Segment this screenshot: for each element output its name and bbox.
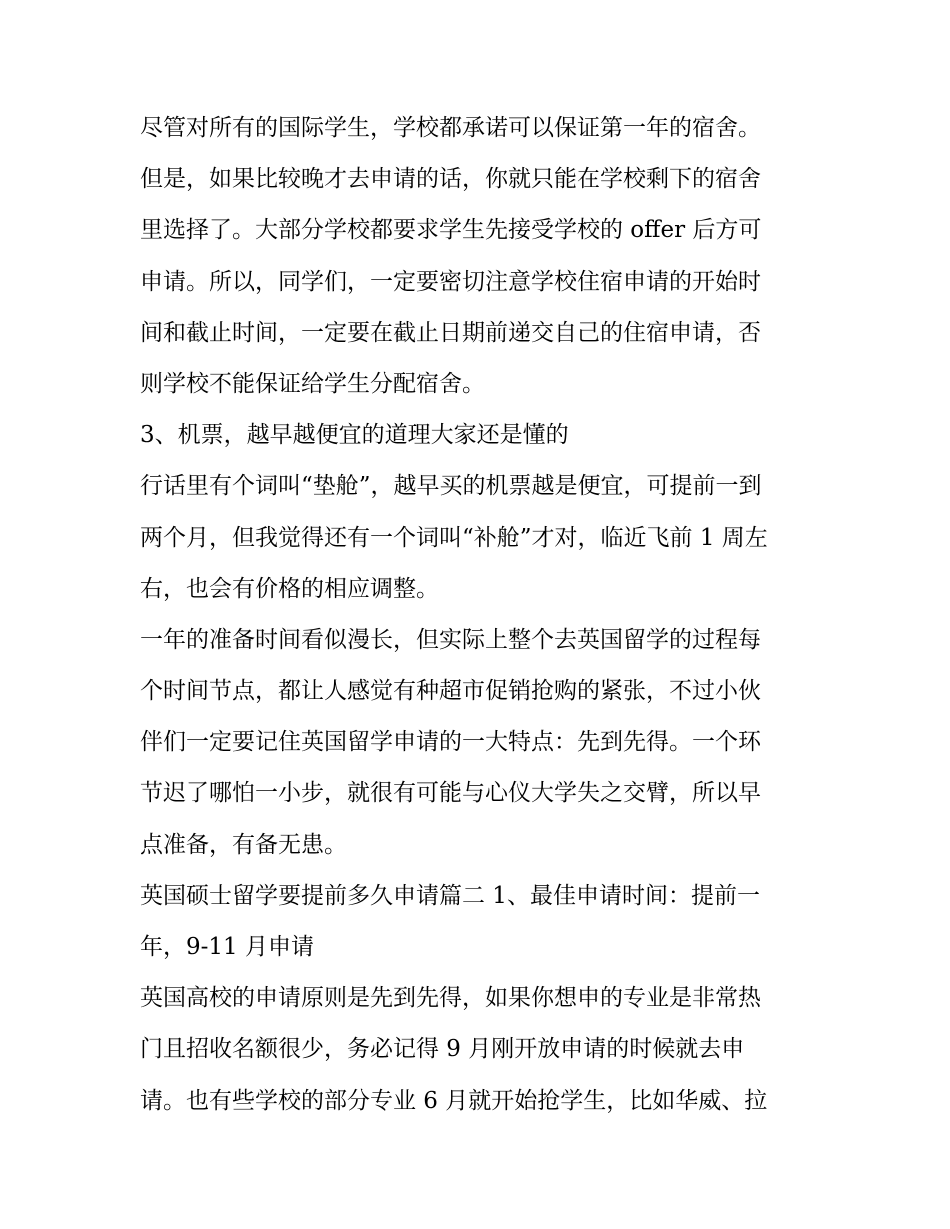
text-line: 申请。所以，同学们，一定要密切注意学校住宿申请的开始时 xyxy=(140,268,761,295)
text-line: 间和截止时间，一定要在截止日期前递交自己的住宿申请，否 xyxy=(140,319,761,346)
text-line: 点准备，有备无患。 xyxy=(140,831,347,858)
text-line: 但是，如果比较晚才去申请的话，你就只能在学校剩下的宿舍 xyxy=(140,166,761,193)
section-heading: 年，9-11 月申请 xyxy=(140,934,314,960)
text-line: 节迟了哪怕一小步，就很有可能与心仪大学失之交臂，所以早 xyxy=(140,780,761,807)
text-line: 行话里有个词叫“垫舱”，越早买的机票越是便宜，可提前一到 xyxy=(140,473,762,500)
section-heading: 3、机票，越早越便宜的道理大家还是懂的 xyxy=(140,422,569,449)
text-line: 里选择了。大部分学校都要求学生先接受学校的 offer 后方可 xyxy=(140,217,762,244)
text-line: 则学校不能保证给学生分配宿舍。 xyxy=(140,370,485,397)
text-line: 英国高校的申请原则是先到先得，如果你想申的专业是非常热 xyxy=(140,985,761,1012)
text-line: 两个月，但我觉得还有一个词叫“补舱”才对，临近飞前 1 周左 xyxy=(140,524,768,551)
document-body xyxy=(140,103,820,1127)
text-line: 门且招收名额很少，务必记得 9 月刚开放申请的时候就去申 xyxy=(140,1036,745,1063)
text-line: 尽管对所有的国际学生，学校都承诺可以保证第一年的宿舍。 xyxy=(140,115,761,141)
text-line: 一年的准备时间看似漫长，但实际上整个去英国留学的过程每 xyxy=(140,626,761,653)
text-line: 伴们一定要记住英国留学申请的一大特点：先到先得。一个环 xyxy=(140,729,761,756)
section-heading: 英国硕士留学要提前多久申请篇二 1、最佳申请时间：提前一 xyxy=(140,882,760,909)
text-line: 请。也有些学校的部分专业 6 月就开始抢学生，比如华威、拉 xyxy=(140,1087,768,1114)
text-line: 右，也会有价格的相应调整。 xyxy=(140,575,439,602)
text-line: 个时间节点，都让人感觉有种超市促销抢购的紧张，不过小伙 xyxy=(140,678,761,705)
